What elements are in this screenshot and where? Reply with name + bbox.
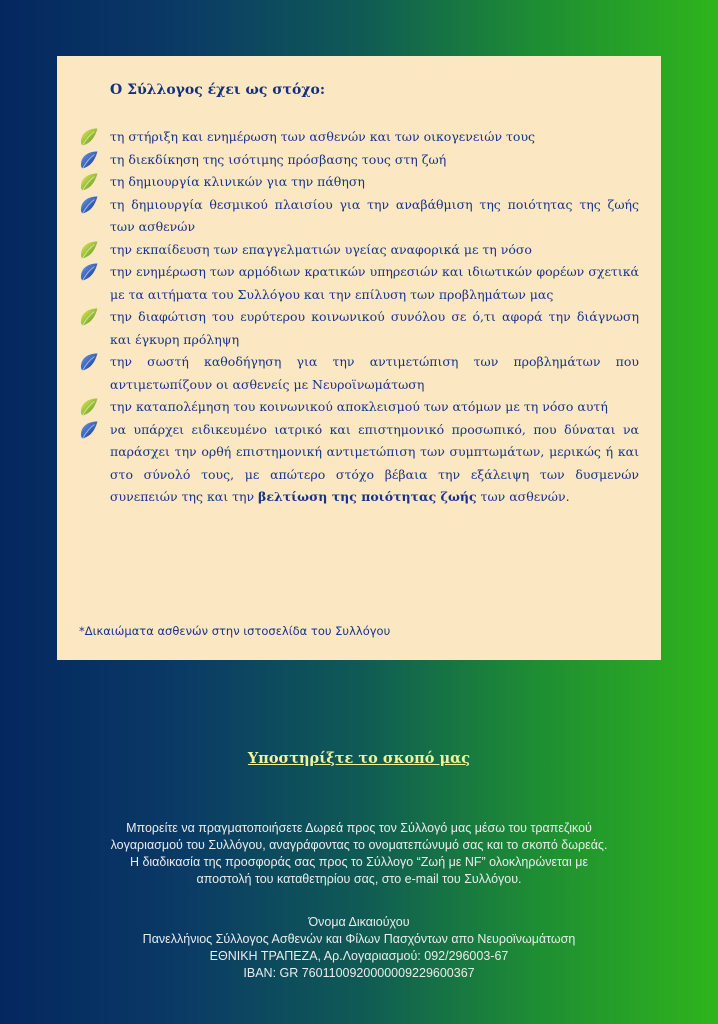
goal-item (79, 194, 639, 239)
goal-item (79, 419, 639, 509)
goal-text: την καταπολέμηση του κοινωνικού αποκλεισμού των ατόμων με τη νόσο αυτή (110, 399, 608, 414)
goal-emphasis: βελτίωση της ποιότητας ζωής (258, 489, 477, 504)
green-leaf-icon (79, 397, 99, 417)
goal-item (79, 239, 639, 262)
goal-item (79, 126, 639, 149)
account-number: ΕΘΝΙΚΗ ΤΡΑΠΕΖΑ, Αρ.Λογαριασμού: 092/296003-67 (209, 949, 509, 963)
card-title: Ο Σύλλογος έχει ως στόχο: (110, 82, 326, 98)
rights-footnote: *Δικαιώματα ασθενών στην ιστοσελίδα του Συλλόγου (79, 624, 391, 638)
goal-item (79, 351, 639, 396)
donation-text (40, 820, 678, 888)
goal-text: την ενημέρωση των αρμόδιων κρατικών υπηρεσιών και ιδιωτικών φορέων σχετικά με τα αιτήματα του Συλλόγου και την επίλυση των προβλημάτων μας (110, 264, 639, 302)
goal-text-part: να υπάρχει ειδικευμένο ιατρικό και επιστημονικό προσωπικό, που δύναται να παράσχει την ορθή επιστημονική αντιμετώπιση των συμπτωμάτων, μερικώς ή και στο σύνολό τους, με απώτερο στόχο βέβαια την εξάλειψη των δυσμενών συνεπειών της και την (110, 421, 639, 504)
donation-line: Η διαδικασία της προσφοράς σας προς το Σύλλογο “Ζωή με NF” ολοκληρώνεται με (129, 855, 589, 869)
goal-text: την σωστή καθοδήγηση για την αντιμετώπιση των προβλημάτων που αντιμετωπίζουν οι ασθενείς με Νευροϊνωμάτωση (110, 354, 639, 392)
support-heading: Υποστηρίξτε το σκοπό μας (247, 750, 471, 767)
green-leaf-icon (79, 240, 99, 260)
blue-leaf-icon (79, 262, 99, 282)
goal-text: τη στήριξη και ενημέρωση των ασθενών και των οικογενειών τους (110, 129, 536, 144)
goal-item (79, 396, 639, 419)
goal-item (79, 149, 639, 172)
donation-line: λογαριασμού του Συλλόγου, αναγράφοντας το ονοματεπώνυμό σας και το σκοπό δωρεάς. (110, 838, 608, 852)
iban: IBAN: GR 7601100920000009229600367 (243, 966, 475, 980)
donation-line: Μπορείτε να πραγματοποιήσετε Δωρεά προς τον Σύλλογό μας μέσω του τραπεζικού (126, 821, 592, 835)
goals-card (57, 56, 661, 660)
blue-leaf-icon (79, 420, 99, 440)
goal-text: τη δημιουργία θεσμικού πλαισίου για την αναβάθμιση της ποιότητας της ζωής των ασθενών (110, 196, 639, 234)
green-leaf-icon (79, 307, 99, 327)
green-leaf-icon (79, 172, 99, 192)
green-leaf-icon (79, 127, 99, 147)
account-holder-label: Όνομα Δικαιούχου (308, 915, 410, 929)
blue-leaf-icon (79, 150, 99, 170)
goal-item (79, 306, 639, 351)
goal-text: τη διεκδίκηση της ισότιμης πρόσβασης τους στη ζωή (110, 151, 447, 167)
blue-leaf-icon (79, 352, 99, 372)
goal-text (110, 419, 639, 509)
goal-text-part: των ασθενών. (476, 489, 570, 504)
goal-item (79, 171, 639, 194)
goal-text: την διαφώτιση του ευρύτερου κοινωνικού συνόλου σε ό,τι αφορά την διάγνωση και έγκυρη πρόληψη (110, 309, 639, 347)
goals-list (79, 126, 639, 509)
goal-text: την εκπαίδευση των επαγγελματιών υγείας αναφορικά με τη νόσο (110, 241, 532, 257)
blue-leaf-icon (79, 195, 99, 215)
bank-account-details (40, 914, 678, 982)
goal-text: τη δημιουργία κλινικών για την πάθηση (110, 174, 365, 189)
account-holder-name: Πανελλήνιος Σύλλογος Ασθενών και Φίλων Πασχόντων απο Νευροϊνωμάτωση (142, 932, 576, 946)
goal-item (79, 261, 639, 306)
donation-line: αποστολή του καταθετηρίου σας, στο e-mail του Συλλόγου. (196, 872, 522, 886)
